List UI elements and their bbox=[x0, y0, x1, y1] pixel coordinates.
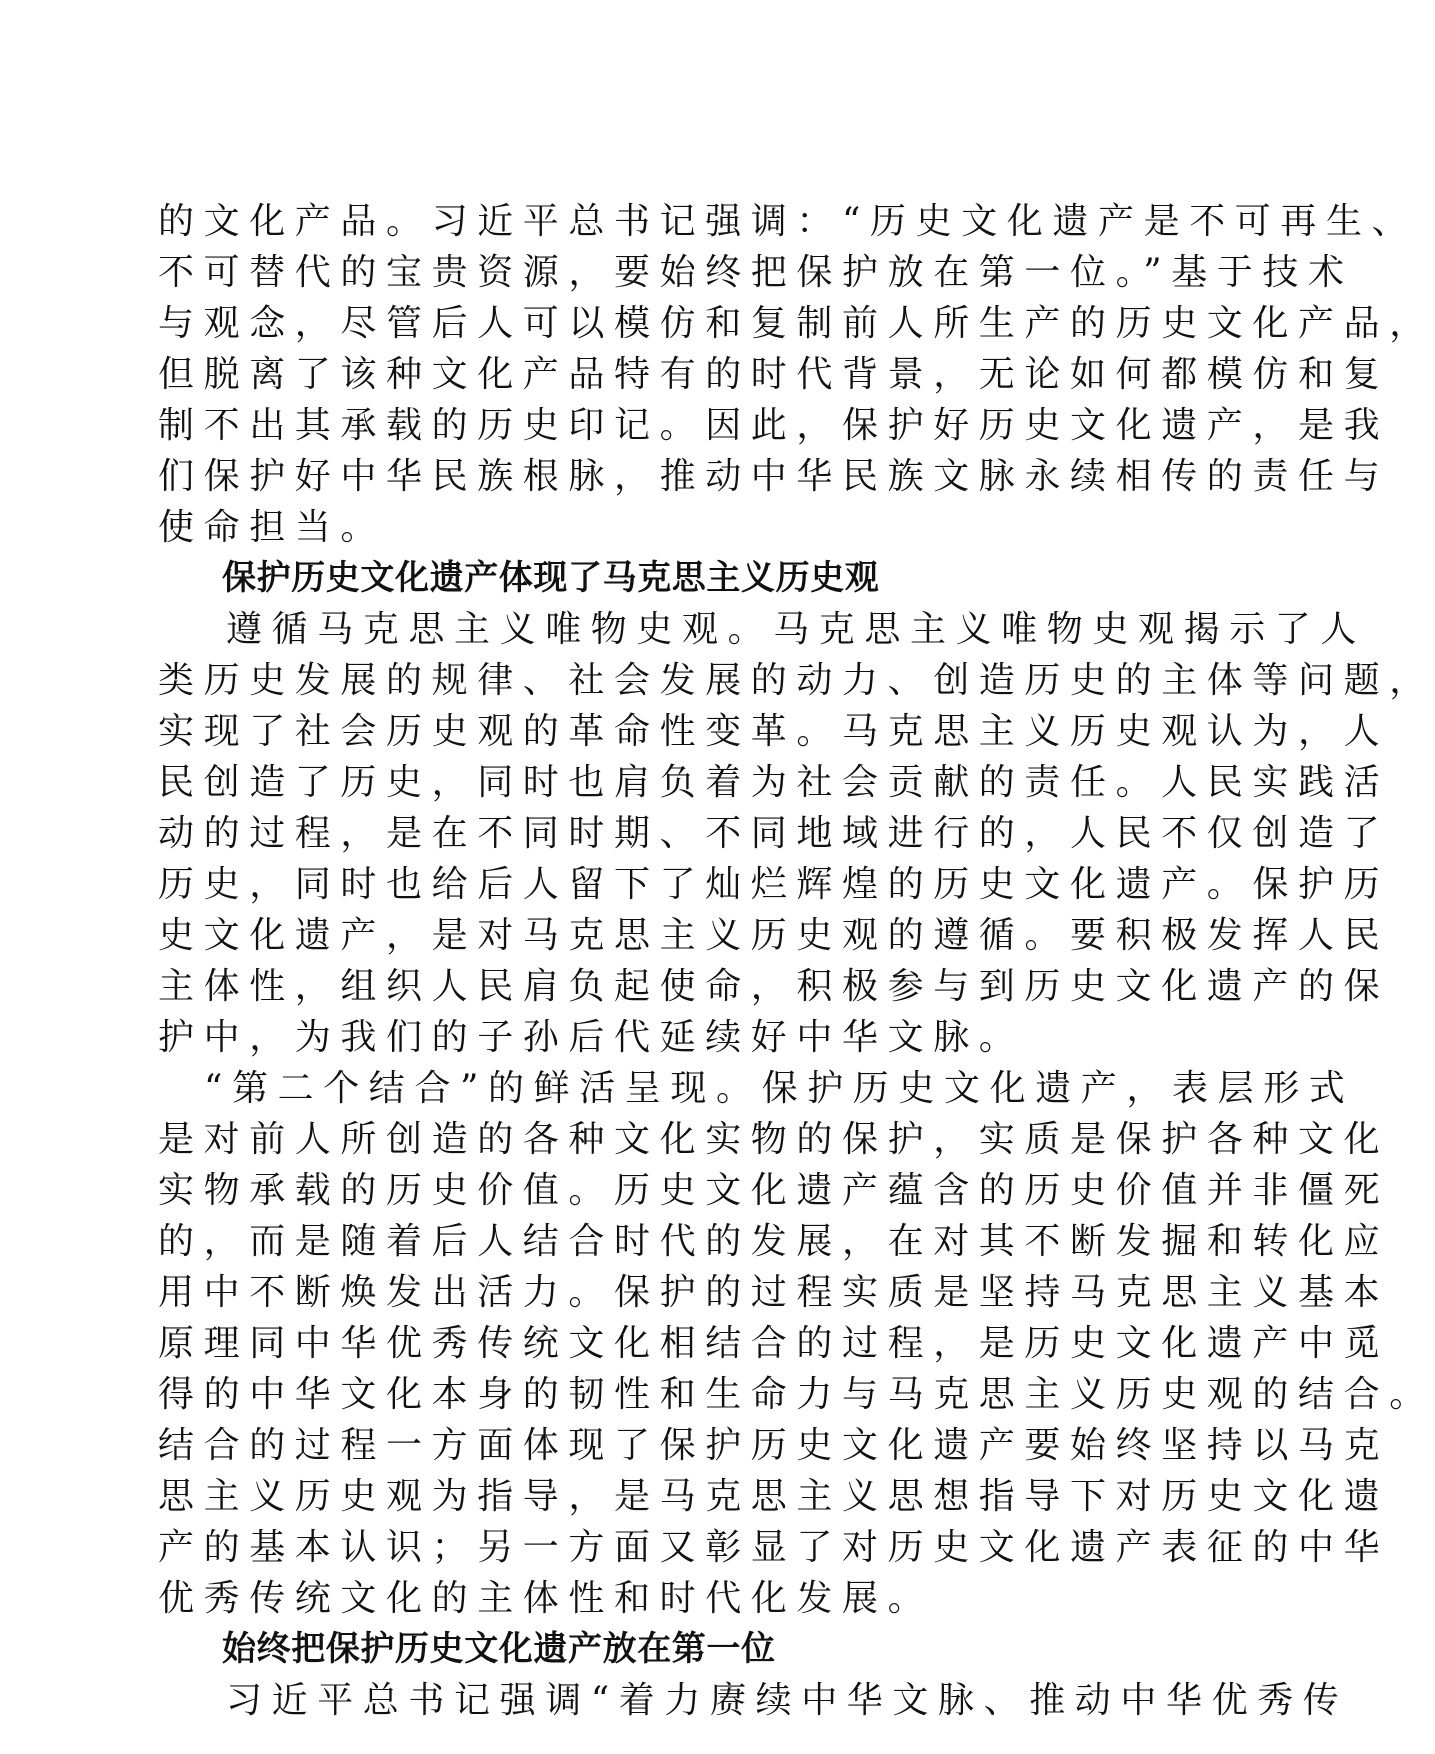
text-line: 产的基本认识；另一方面又彰显了对历史文化遗产表征的中华 bbox=[158, 1527, 1390, 1568]
text-line: 主体性，组织人民肩负起使命，积极参与到历史文化遗产的保 bbox=[158, 966, 1390, 1007]
section-heading-marxist-history: 保护历史文化遗产体现了马克思主义历史观 bbox=[222, 558, 880, 598]
text-line: 优秀传统文化的主体性和时代化发展。 bbox=[158, 1578, 934, 1619]
text-line: 原理同中华优秀传统文化相结合的过程，是历史文化遗产中觅 bbox=[158, 1323, 1390, 1364]
paragraph-materialism bbox=[158, 604, 1435, 1063]
text-line: 与观念，尽管后人可以模仿和复制前人所生产的历史文化产品， bbox=[158, 303, 1435, 344]
text-line: 但脱离了该种文化产品特有的时代背景，无论如何都模仿和复 bbox=[158, 354, 1390, 395]
paragraph-second-combination bbox=[158, 1063, 1435, 1624]
section-heading-protection-first: 始终把保护历史文化遗产放在第一位 bbox=[222, 1629, 776, 1669]
text-line: 史文化遗产，是对马克思主义历史观的遵循。要积极发挥人民 bbox=[158, 915, 1390, 956]
paragraph-xi-emphasis bbox=[158, 1675, 1349, 1726]
text-line: 习近平总书记强调“着力赓续中华文脉、推动中华优秀传 bbox=[226, 1680, 1349, 1721]
text-line: 实现了社会历史观的革命性变革。马克思主义历史观认为，人 bbox=[158, 711, 1390, 752]
text-line: 结合的过程一方面体现了保护历史文化遗产要始终坚持以马克 bbox=[158, 1425, 1390, 1466]
text-line: 们保护好中华民族根脉，推动中华民族文脉永续相传的责任与 bbox=[158, 456, 1390, 497]
text-line: 用中不断焕发出活力。保护的过程实质是坚持马克思主义基本 bbox=[158, 1272, 1390, 1313]
text-line: 使命担当。 bbox=[158, 507, 387, 548]
text-line: 护中，为我们的子孙后代延续好中华文脉。 bbox=[158, 1017, 1025, 1058]
text-line: 的文化产品。习近平总书记强调：“历史文化遗产是不可再生、 bbox=[158, 201, 1418, 242]
document-page bbox=[158, 196, 1435, 1726]
text-line: 思主义历史观为指导，是马克思主义思想指导下对历史文化遗 bbox=[158, 1476, 1390, 1517]
text-line: 动的过程，是在不同时期、不同地域进行的，人民不仅创造了 bbox=[158, 813, 1390, 854]
text-line: 历史，同时也给后人留下了灿烂辉煌的历史文化遗产。保护历 bbox=[158, 864, 1390, 905]
text-line: 民创造了历史，同时也肩负着为社会贡献的责任。人民实践活 bbox=[158, 762, 1390, 803]
paragraph-continued bbox=[158, 196, 1435, 553]
text-line: 实物承载的历史价值。历史文化遗产蕴含的历史价值并非僵死 bbox=[158, 1170, 1390, 1211]
text-line: 不可替代的宝贵资源，要始终把保护放在第一位。”基于技术 bbox=[158, 252, 1354, 293]
text-line: 遵循马克思主义唯物史观。马克思主义唯物史观揭示了人 bbox=[226, 609, 1367, 650]
text-line: “第二个结合”的鲜活呈现。保护历史文化遗产，表层形式 bbox=[204, 1068, 1355, 1109]
text-line: 的，而是随着后人结合时代的发展，在对其不断发掘和转化应 bbox=[158, 1221, 1390, 1262]
text-line: 是对前人所创造的各种文化实物的保护，实质是保护各种文化 bbox=[158, 1119, 1390, 1160]
text-line: 得的中华文化本身的韧性和生命力与马克思主义历史观的结合。 bbox=[158, 1374, 1435, 1415]
text-line: 制不出其承载的历史印记。因此，保护好历史文化遗产，是我 bbox=[158, 405, 1390, 446]
text-line: 类历史发展的规律、社会发展的动力、创造历史的主体等问题， bbox=[158, 660, 1435, 701]
